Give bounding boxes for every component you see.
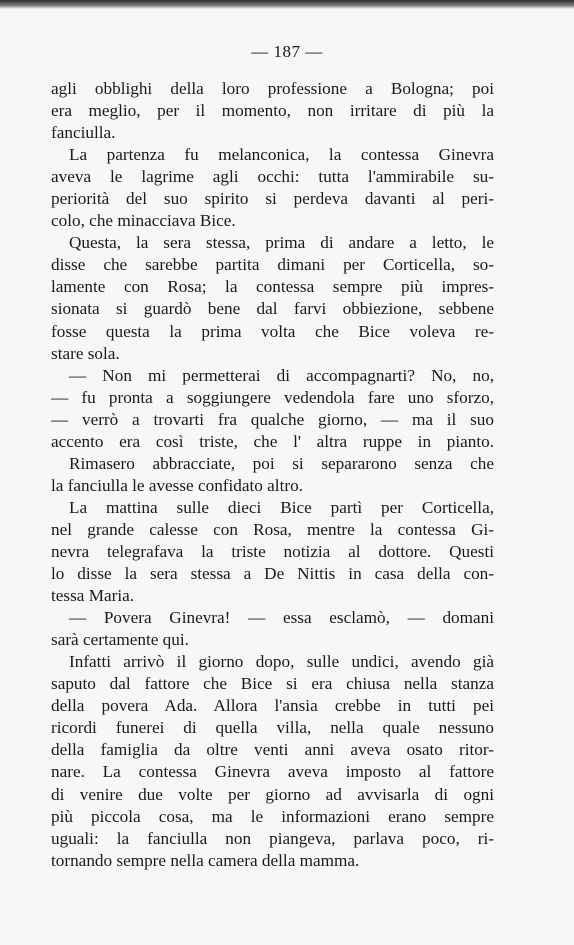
text-line: — Non mi permetterai di accompagnarti? No, no, <box>69 365 494 385</box>
text-line: stare sola. <box>51 343 120 363</box>
text-line: nare. La contessa Ginevra aveva imposto al fattore <box>51 762 494 782</box>
text-line: sarà certamente qui. <box>51 630 189 650</box>
text-line: accento era così triste, che l' altra ruppe in pianto. <box>51 431 494 451</box>
text-line: sionata si guardò bene dal farvi obbiezione, sebbene <box>51 299 494 319</box>
text-line: La partenza fu melanconica, la contessa Ginevra <box>69 145 494 165</box>
text-line: — verrò a trovarti fra qualche giorno, — ma il suo <box>51 409 494 429</box>
page-number: — 187 — <box>251 42 323 61</box>
text-line: disse che sarebbe partita dimani per Corticella, so- <box>51 255 494 275</box>
text-line: lamente con Rosa; la contessa sempre più impres- <box>51 277 494 297</box>
text-line: tessa Maria. <box>51 586 135 606</box>
text-line: fanciulla. <box>51 123 116 143</box>
text-line: La mattina sulle dieci Bice partì per Corticella, <box>69 497 494 517</box>
text-line: la fanciulla le avesse confidato altro. <box>51 475 303 495</box>
text-line: agli obblighi della loro professione a Bologna; poi <box>51 79 494 98</box>
text-line: saputo dal fattore che Bice si era chiusa nella stanza <box>51 674 494 694</box>
text-line: Infatti arrivò il giorno dopo, sulle undici, avendo già <box>69 652 494 672</box>
text-line: nevra telegrafava la triste notizia al dottore. Questi <box>51 541 494 561</box>
body-text <box>51 78 494 872</box>
text-line: ricordi funerei di quella villa, nella quale nessuno <box>51 718 494 738</box>
text-line: colo, che minacciava Bice. <box>51 211 236 231</box>
text-line: Rimasero abbracciate, poi si separarono senza che <box>69 453 494 473</box>
text-line: fosse questa la prima volta che Bice voleva re- <box>51 321 494 341</box>
text-line: della famiglia da oltre venti anni aveva osato ritor- <box>51 740 494 760</box>
text-line: nel grande calesse con Rosa, mentre la contessa Gi- <box>51 519 494 539</box>
text-line: — Povera Ginevra! — essa esclamò, — domani <box>69 608 494 628</box>
text-line: più piccola cosa, ma le informazioni erano sempre <box>51 806 494 826</box>
text-line: uguali: la fanciulla non piangeva, parlava poco, ri- <box>51 828 494 848</box>
text-line: aveva le lagrime agli occhi: tutta l'ammirabile su- <box>51 167 494 187</box>
text-line: era meglio, per il momento, non irritare di più la <box>51 101 494 121</box>
text-line: — fu pronta a soggiungere vedendola fare uno sforzo, <box>51 387 494 407</box>
text-line: di venire due volte per giorno ad avvisarla di ogni <box>51 784 494 804</box>
text-line: lo disse la sera stessa a De Nittis in casa della con- <box>51 564 494 584</box>
text-line: tornando sempre nella camera della mamma. <box>51 850 360 870</box>
text-line: periorità del suo spirito si perdeva davanti al peri- <box>51 189 494 209</box>
text-line: della povera Ada. Allora l'ansia crebbe in tutti pei <box>51 696 494 716</box>
text-line: Questa, la sera stessa, prima di andare a letto, le <box>69 233 494 253</box>
